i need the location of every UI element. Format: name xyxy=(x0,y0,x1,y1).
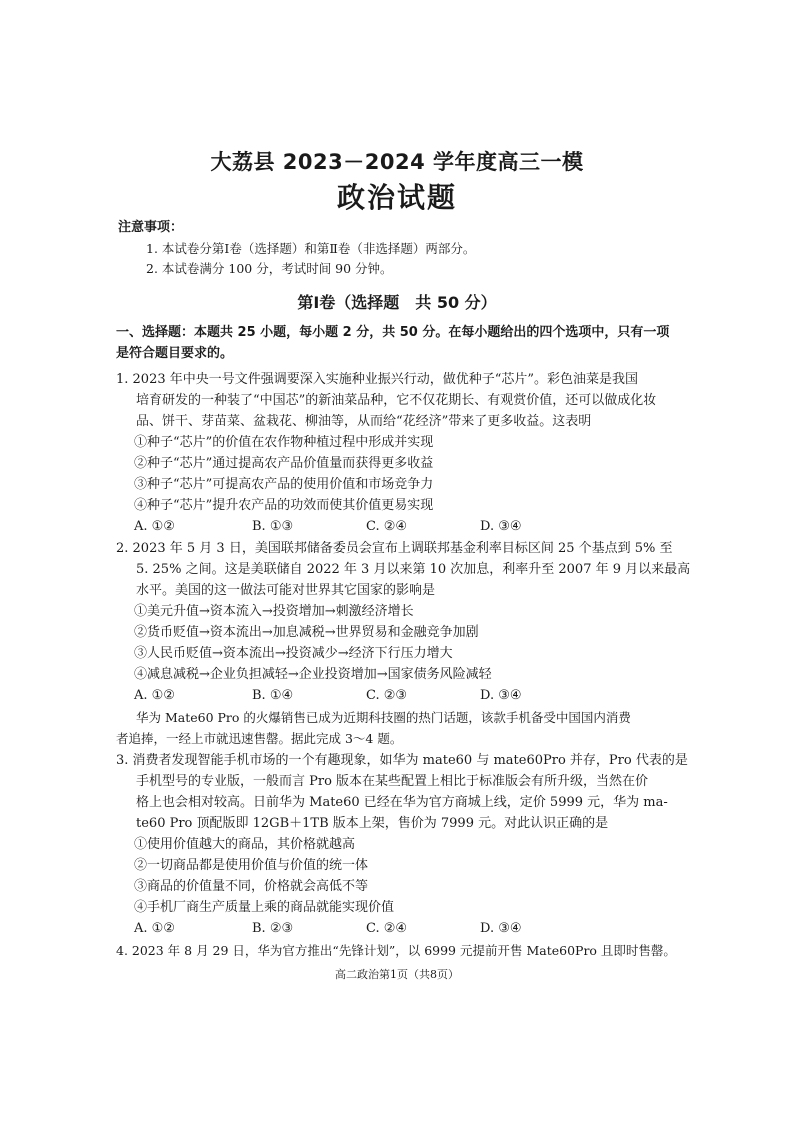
q2-option-a[interactable]: A. ①② xyxy=(134,688,175,703)
q2-item-2: ②货币贬值→资本流出→加息减税→世界贸易和金融竞争加剧 xyxy=(134,625,479,640)
q3-item-1: ①使用价值越大的商品，其价格就越高 xyxy=(134,837,356,852)
q2-item-4: ④减息减税→企业负担减轻→企业投资增加→国家债务风险减轻 xyxy=(134,667,492,682)
subject-title: 政治试题 xyxy=(336,181,457,214)
q3-option-a[interactable]: A. ①② xyxy=(134,921,175,936)
notice-item-2: 2. 本试卷满分 100 分，考试时间 90 分钟。 xyxy=(146,261,393,276)
q1-option-d[interactable]: D. ③④ xyxy=(480,519,522,534)
q2-line-2: 5. 25% 之间。这是美联储自 2022 年 3 月以来第 10 次加息，利率升至 2007 年 9 月以来最高 xyxy=(136,562,691,577)
q2-line-1: 2. 2023 年 5 月 3 日，美国联邦储备委员会宣布上调联邦基金利率目标区间 25 个基点到 5% 至 xyxy=(116,541,673,556)
q1-line-2: 培育研发的一种装了“中国芯”的新油菜品种，它不仅花期长、有观赏价值，还可以做成化妆 xyxy=(136,393,657,408)
q1-item-3: ③种子“芯片”可提高农产品的使用价值和市场竞争力 xyxy=(134,477,434,492)
q3-item-4: ④手机厂商生产质量上乘的商品就能实现价值 xyxy=(134,900,395,915)
q1-line-3: 品、饼干、芽苗菜、盆栽花、柳油等，从而给“花经济”带来了更多收益。这表明 xyxy=(136,414,592,429)
q4-line-1: 4. 2023 年 8 月 29 日，华为官方推出“先锋计划”，以 6999 元提前开售 Mate60Pro 且即时售罄。 xyxy=(116,943,676,958)
q1-item-1: ①种子“芯片”的价值在农作物种植过程中形成并实现 xyxy=(134,435,434,450)
section-title: 第Ⅰ卷（选择题 共 50 分） xyxy=(297,293,497,312)
q2-option-c[interactable]: C. ②③ xyxy=(366,688,408,703)
q3-item-2: ②一切商品都是使用价值与价值的统一体 xyxy=(134,858,369,873)
part-heading-line-1: 一、选择题：本题共 25 小题，每小题 2 分，共 50 分。在每小题给出的四个选项中，只有一项 xyxy=(116,325,670,340)
stem-line-2: 者追捧，一经上市就迅速售罄。据此完成 3～4 题。 xyxy=(116,731,403,746)
q2-option-d[interactable]: D. ③④ xyxy=(480,688,522,703)
q3-line-3: 格上也会相对较高。日前华为 Mate60 已经在华为官方商城上线，定价 5999 元，华为 ma- xyxy=(136,795,668,810)
q3-option-d[interactable]: D. ③④ xyxy=(480,921,522,936)
q1-option-b[interactable]: B. ①③ xyxy=(252,519,294,534)
q2-option-b[interactable]: B. ①④ xyxy=(252,688,294,703)
page-footer: 高二政治第1页（共8页） xyxy=(335,968,459,981)
q2-line-3: 水平。美国的这一做法可能对世界其它国家的影响是 xyxy=(136,583,436,598)
q3-line-4: te60 Pro 顶配版即 12GB＋1TB 版本上架，售价为 7999 元。对此认识正确的是 xyxy=(136,816,609,831)
q3-line-1: 3. 消费者发现智能手机市场的一个有趣现象，如华为 mate60 与 mate60Pro 并存，Pro 代表的是 xyxy=(116,753,688,768)
q2-item-3: ③人民币贬值→资本流出→投资减少→经济下行压力增大 xyxy=(134,646,453,661)
q3-option-c[interactable]: C. ②④ xyxy=(366,921,408,936)
q1-line-1: 1. 2023 年中央一号文件强调要深入实施种业振兴行动，做优种子“芯片”。彩色油菜是我国 xyxy=(116,372,639,387)
q3-line-2: 手机型号的专业版，一般而言 Pro 版本在某些配置上相比于标准版会有所升级，当然在价 xyxy=(136,774,649,789)
q2-item-1: ①美元升值→资本流入→投资增加→刺激经济增长 xyxy=(134,604,414,619)
q1-option-c[interactable]: C. ②④ xyxy=(366,519,408,534)
part-heading-line-2: 是符合题目要求的。 xyxy=(116,346,234,361)
stem-line-1: 华为 Mate60 Pro 的火爆销售已成为近期科技圈的热门话题，该款手机备受中国国内消费 xyxy=(136,710,631,725)
part-heading xyxy=(116,322,678,364)
q1-item-4: ④种子“芯片”提升农产品的功效而使其价值更易实现 xyxy=(134,498,434,513)
q3-item-3: ③商品的价值量不同，价格就会高低不等 xyxy=(134,879,369,894)
q1-option-a[interactable]: A. ①② xyxy=(134,519,175,534)
q1-item-2: ②种子“芯片”通过提高农产品价值量而获得更多收益 xyxy=(134,456,434,471)
exam-title: 大荔县 2023－2024 学年度高三一模 xyxy=(210,150,584,174)
notice-heading: 注意事项： xyxy=(118,220,184,235)
notice-item-1: 1. 本试卷分第Ⅰ卷（选择题）和第Ⅱ卷（非选择题）两部分。 xyxy=(146,241,476,256)
q3-option-b[interactable]: B. ②③ xyxy=(252,921,294,936)
